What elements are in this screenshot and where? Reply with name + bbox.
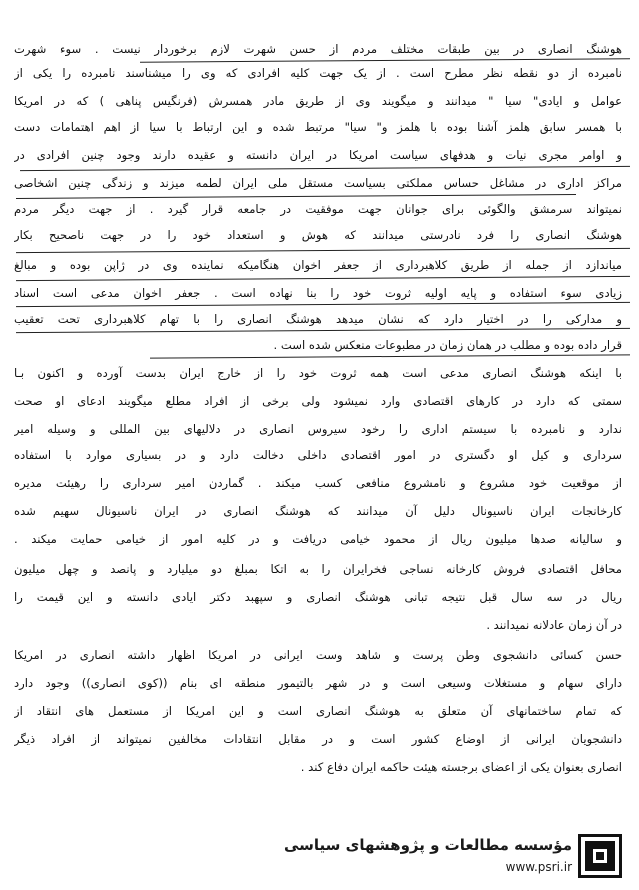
text-line: هوشنگ انصاری را فرد نادرستی میدانند که هوش و استعداد خود را در جهت ناصحیح بکار: [14, 228, 622, 242]
text-line: دارای سهام و مستغلات وسیعی است و در شهر بالتیمور منطقه ای بنام ((کوی انصاری)) وجود دارد: [14, 676, 622, 690]
text-line: نمیتواند سرمشق والگوئی برای جوانان جهت موفقیت در جامعه قرار گیرد . از جهت دیگر مردم: [14, 202, 622, 216]
text-line: محافل اقتصادی فروش کارخانه نساجی فخرایران را به اتکا بمبلغ دو میلیارد و پانصد و چهل میلیون: [14, 562, 622, 576]
text-line: میاندازد از جمله از طریق کلاهبرداری از جعفر اخوان هنگامیکه نماینده وی در ژاپن بوده و مبالغ: [14, 258, 622, 272]
text-line: حسن کسائی دانشجوی وطن پرست و شاهد وست ایرانی در امریکا اظهار داشته انصاری در امریکا: [14, 648, 622, 662]
text-line: ندارد و نامبرده با سیستم اداری را رخود سیروس انصاری در دلالیهای بین المللی و وسیله امیر: [14, 422, 622, 436]
publisher-footer: [283, 826, 630, 884]
text-line: سمتی که دارد در کارهای اقتصادی وارد نمیشود ولی برخی از افراد مطلع میگویند ادعای او صحت: [14, 394, 622, 408]
organization-name: مؤسسه مطالعات و پژوهشهای سیاسی: [283, 836, 572, 854]
text-line: با اینکه هوشنگ انصاری مدعی است همه ثروت خود را از خارج ایران بدست آورده و اکنون بـا: [14, 366, 622, 380]
text-line: زیادی سوء استفاده و پایه اولیه ثروت خود را بنا نهاده است . جعفر اخوان مدعی است اسناد: [14, 286, 622, 300]
text-line: نامبرده از دو نقطه نظر مطرح است . از یک جهت کلیه افرادی که وی را میشناسند نامبرده را یکی از: [14, 66, 622, 80]
hand-underline: [16, 246, 630, 253]
text-line: قرار داده بوده و مطلب در همان زمان در مطبوعات منعکس شده است .: [273, 338, 622, 352]
text-line: و اوامر مجری نیات و هدفهای سیاست امریکا در ایران دانسته و عقیده دارند وجود چنین افرادی در: [14, 148, 622, 162]
website-url[interactable]: www.psri.ir: [505, 860, 572, 874]
text-line: و مدارکی را در اختیار دارد که نشان میدهد هوشنگ انصاری را با تهام کلاهبرداری تحت تعقیب: [14, 312, 622, 326]
text-line: انصاری بعنوان یکی از اعضای برجسته هیئت حاکمه ایران دفاع کند .: [300, 760, 622, 774]
organization-logo-icon: [578, 834, 622, 878]
hand-underline: [20, 164, 630, 171]
text-line: سرداری و کیل او دگستری در امور اقتصادی داخلی دخالت دارد و در بسیاری موارد با استفاده: [14, 448, 622, 462]
text-line: در آن زمان عادلانه نمیدانند .: [486, 618, 622, 632]
knot-logo-icon: [581, 837, 619, 875]
text-line: هوشنگ انصاری در بین طبقات مختلف مردم از حسن شهرت لازم برخوردار نیست . سوء شهرت: [14, 42, 622, 56]
text-line: کارخانجات ایران ناسیونال دلیل آن میدانند که هوشنگ انصاری در ایران ناسیونال سهیم شده: [14, 504, 622, 518]
text-line: دانشجویان ایرانی از اوضاع کشور است و در مقابل انتقادات مخالفین نمیتواند از افراد ذیگر: [14, 732, 622, 746]
text-line: عوامل و ایادی" سیا " میدانند و میگویند وی از طریق مادر همسرش (فرنگیس پناهی ) که در امریکا: [14, 94, 622, 108]
text-line: و سالیانه صدها میلیون ریال از محمود خیامی دریافت و در کلیه امور از خیامی حمایت میکند .: [14, 532, 622, 546]
text-line: که تمام ساختمانهای آن متعلق به هوشنگ انصاری است و این امریکا از مستعمل های انتقاد از: [14, 704, 622, 718]
text-line: مراکز اداری در مشاغل حساس مملکتی بسیاست مستقل ملی ایران لطمه میزند و زندگی چنین اشخاصی: [14, 176, 622, 190]
text-line: از موقعیت خود مشروع و نامشروع منافعی کسب میکند . گماردن امیر سرداری را رهیئت مدیره: [14, 476, 622, 490]
hand-underline: [16, 274, 630, 281]
text-line: ریال در سه سال قبل نتیجه تبانی هوشنگ انصاری و سپهبد دکتر ایادی دانسته و این قیمت را: [14, 590, 622, 604]
hand-underline: [16, 192, 576, 199]
text-line: با همسر سابق هلمز آشنا بوده با هلمز و" سیا" مرتبط شده و این ارتباط با سیا از اهم اهتمامات دست: [14, 120, 622, 134]
